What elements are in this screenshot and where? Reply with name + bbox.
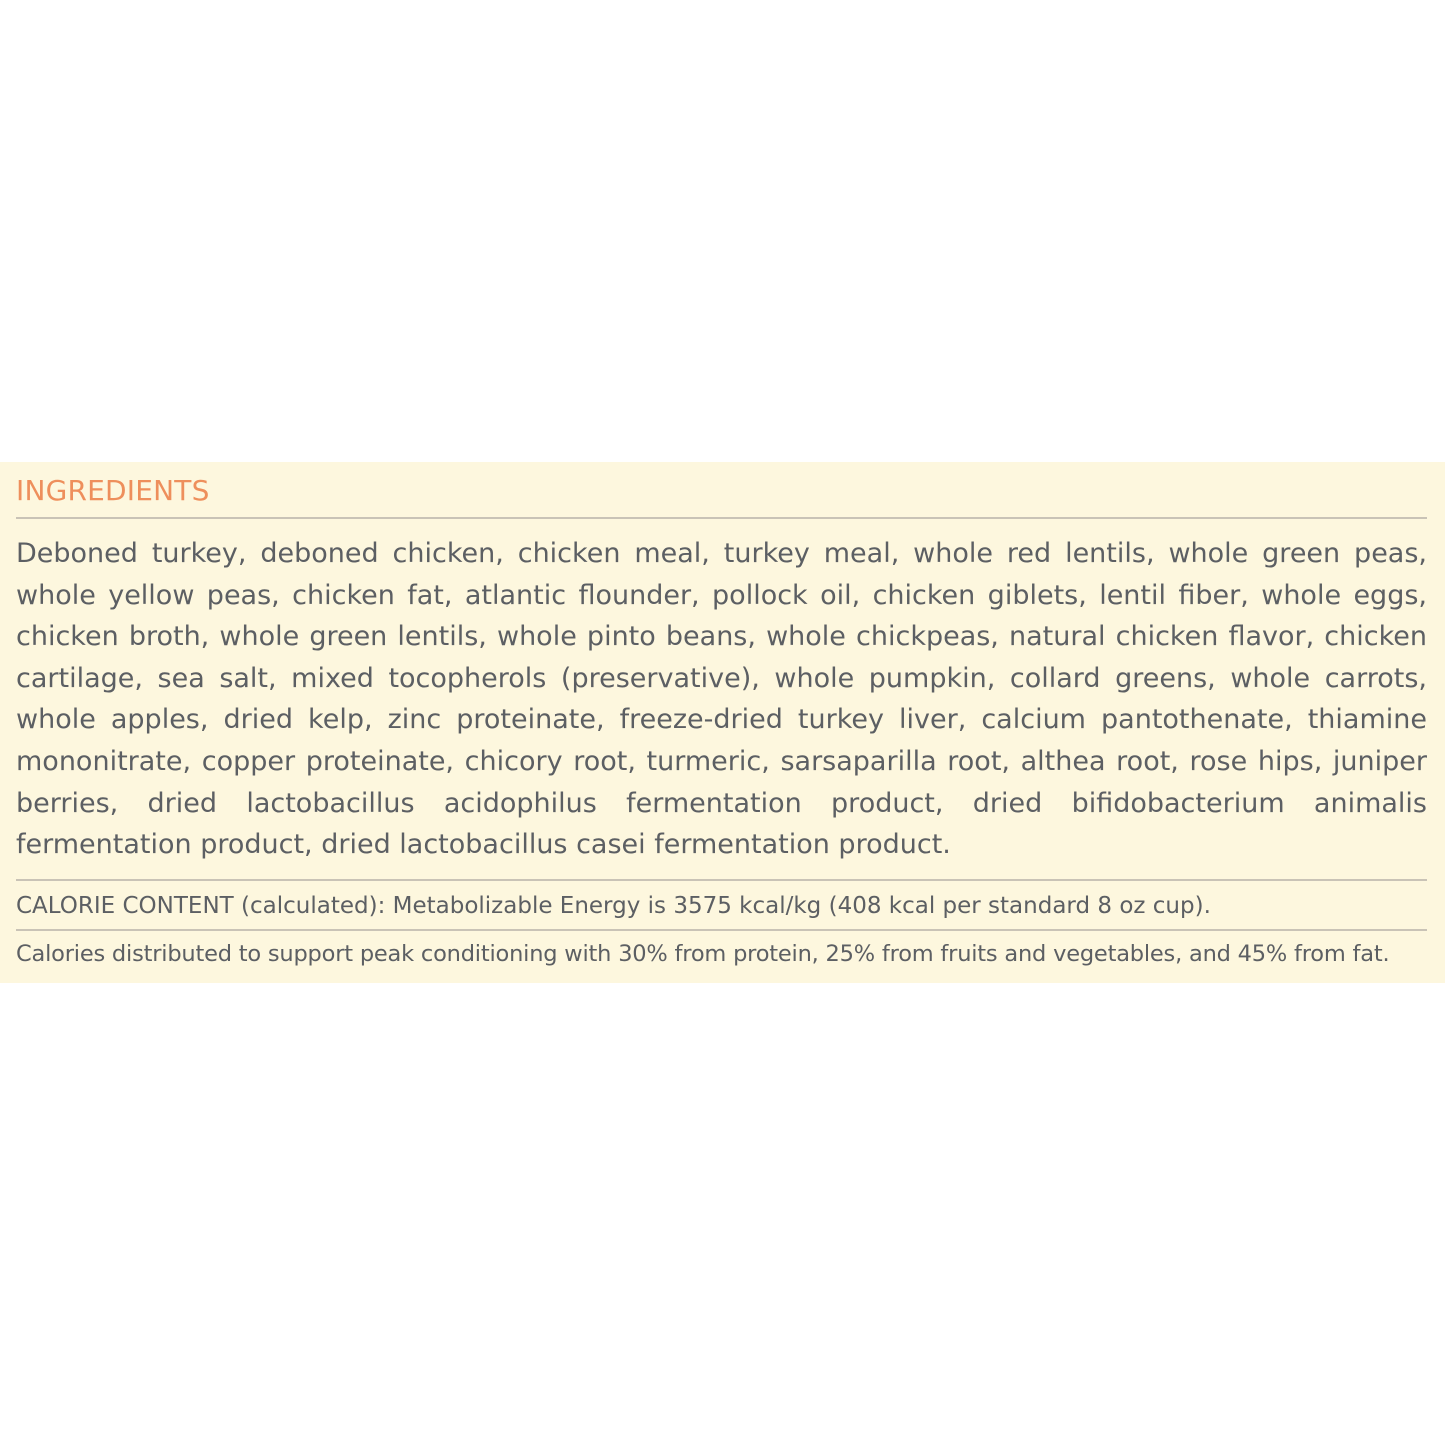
ingredients-list: Deboned turkey, deboned chicken, chicken meal, turkey meal, whole red lentils, whole green peas, whole yellow peas, chicken fat, atlantic flounder, pollock oil, chicken giblets, lentil fiber, whole eggs, chicken broth, whole green lentils, whole pinto beans, whole chickpeas, natural chicken flavor, chicken cartilage, sea salt, mixed tocopherols (preservative), whole pumpkin, collard greens, whole carrots, whole apples, dried kelp, zinc proteinate, freeze-dried turkey liver, calcium pantothenate, thiamine mononitrate, copper proteinate, chicory root, turmeric, sarsaparilla root, althea root, rose hips, juniper berries, dried lactobacillus acidophilus fermentation product, dried bifidobacterium animalis fermentation product, dried lactobacillus casei fermentation product. [16,538,1427,861]
ingredients-heading: INGREDIENTS [16,474,210,507]
calorie-content: CALORIE CONTENT (calculated): Metabolizable Energy is 3575 kcal/kg (408 kcal per standard 8 oz cup). [16,892,1211,919]
divider-bottom [16,929,1427,931]
divider-middle [16,879,1427,881]
divider-top [16,517,1427,519]
ingredients-panel [0,462,1445,983]
calorie-distribution: Calories distributed to support peak conditioning with 30% from protein, 25% from fruits and vegetables, and 45% from fat. [16,940,1390,967]
